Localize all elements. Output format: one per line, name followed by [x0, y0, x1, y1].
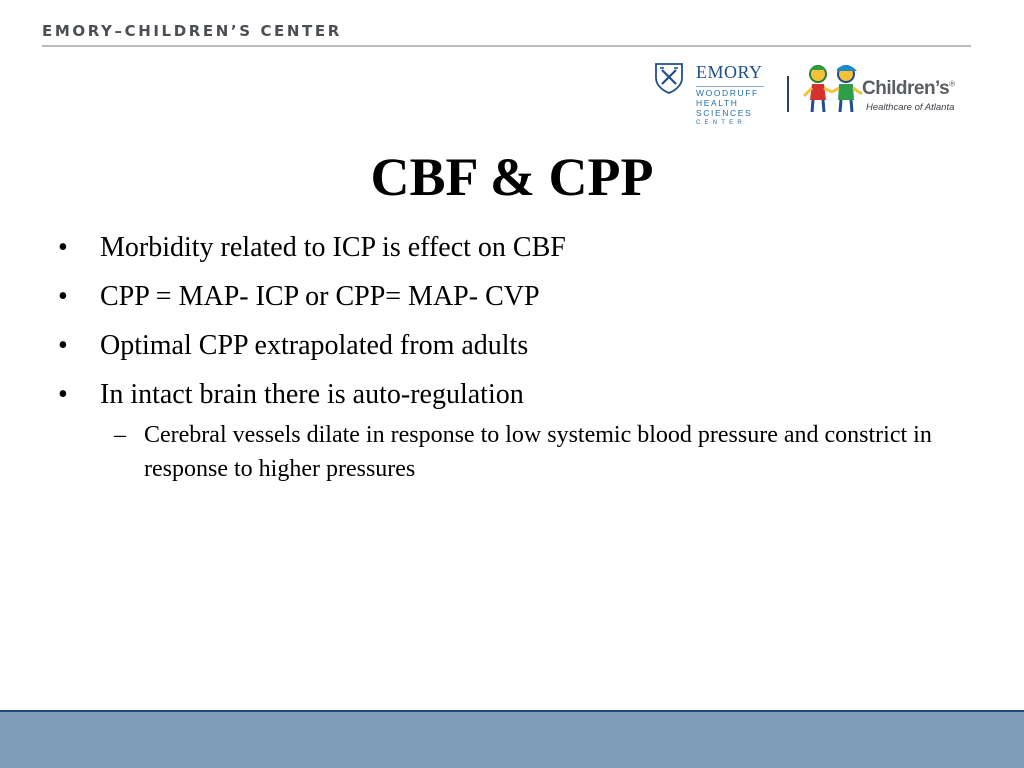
header-divider	[42, 45, 971, 47]
childrens-name: Children’s	[862, 78, 950, 99]
bullet-item	[58, 228, 978, 268]
bullet-text: Morbidity related to ICP is effect on CBF	[100, 232, 566, 263]
logo-separator	[787, 76, 789, 112]
emory-subtitle	[696, 88, 768, 128]
emory-logo	[654, 60, 768, 132]
emory-shield-icon	[654, 62, 684, 94]
sub-bullet-glyph: –	[114, 422, 126, 448]
childrens-logo	[802, 62, 972, 118]
emory-subtitle-line: WOODRUFF	[696, 88, 759, 98]
emory-divider	[696, 86, 764, 87]
bullet-text: CPP = MAP- ICP or CPP= MAP- CVP	[100, 281, 540, 312]
bullet-glyph: •	[58, 379, 68, 410]
bullet-glyph: •	[58, 330, 68, 361]
bullet-glyph: •	[58, 281, 68, 312]
emory-subtitle-line: HEALTH	[696, 98, 739, 108]
bullet-text: Optimal CPP extrapolated from adults	[100, 330, 529, 361]
sub-bullet-text: Cerebral vessels dilate in response to low systemic blood pressure and constrict in response to higher pressures	[144, 422, 932, 482]
emory-wordmark: EMORY	[696, 62, 763, 82]
bullet-item	[58, 375, 978, 415]
header-title: EMORY–CHILDREN’S CENTER	[42, 22, 342, 40]
emory-subtitle-line: CENTER	[696, 120, 746, 126]
bullet-list	[58, 228, 978, 486]
sub-bullet-group	[58, 418, 978, 486]
footer-band	[0, 712, 1024, 768]
children-figures-icon	[802, 62, 866, 116]
bullet-item	[58, 326, 978, 366]
bullet-glyph: •	[58, 232, 68, 263]
sub-bullet-item	[58, 418, 978, 486]
childrens-tagline: Healthcare of Atlanta	[866, 102, 955, 113]
emory-subtitle-line: SCIENCES	[696, 108, 753, 118]
childrens-wordmark	[862, 78, 955, 100]
slide-title: CBF & CPP	[370, 147, 654, 207]
bullet-item	[58, 277, 978, 317]
sub-bullet-list	[58, 418, 978, 486]
bullet-text: In intact brain there is auto-regulation	[100, 379, 524, 410]
registered-mark: ®	[949, 79, 955, 89]
